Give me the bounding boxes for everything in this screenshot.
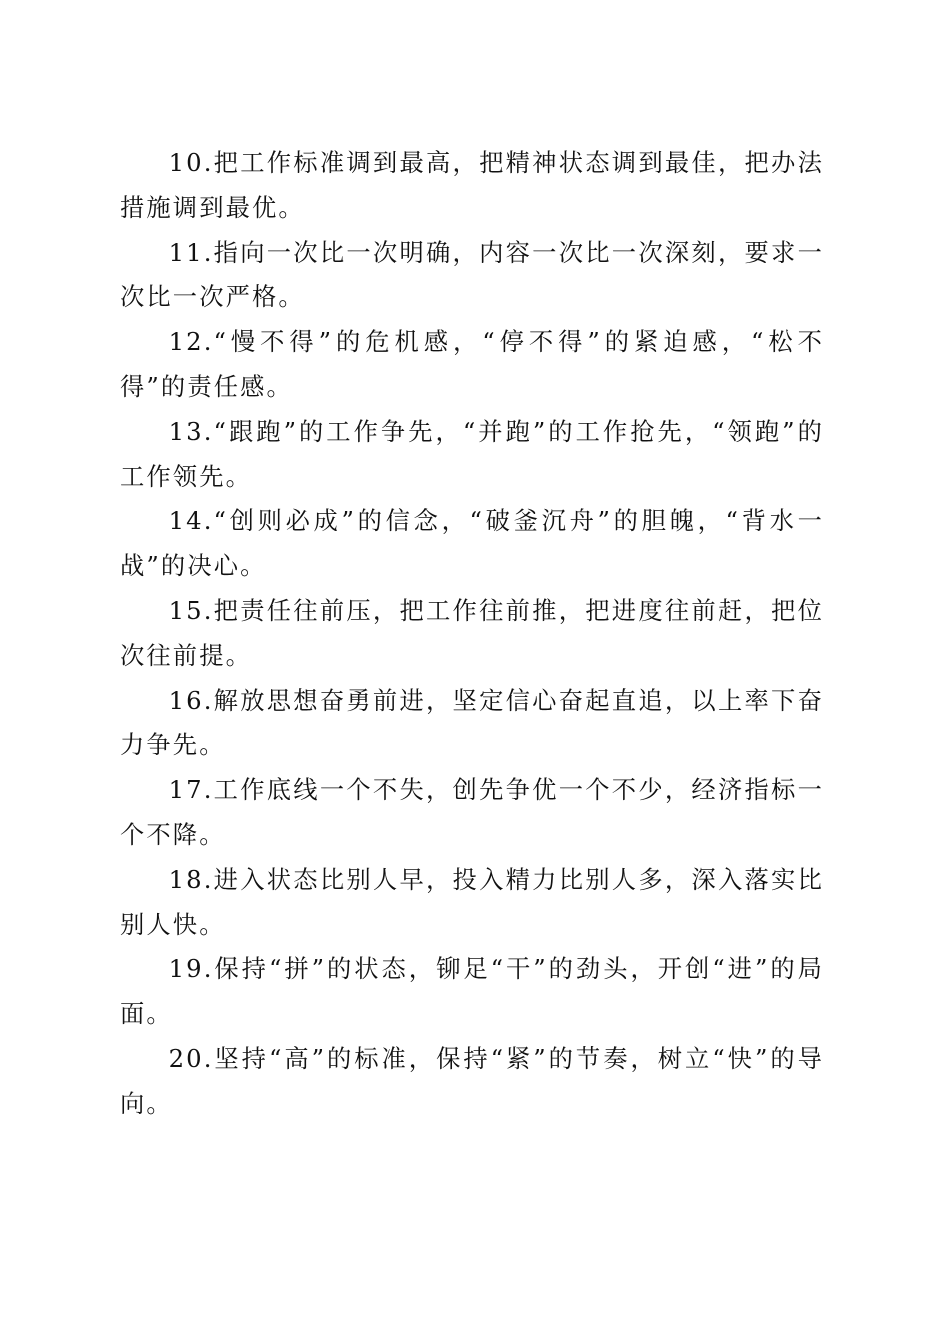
paragraph-20: 20.坚持“高”的标准，保持“紧”的节奏，树立“快”的导向。 bbox=[120, 1043, 824, 1118]
document-body bbox=[120, 141, 824, 1127]
paragraph-12: 12.“慢不得”的危机感，“停不得”的紧迫感，“松不得”的责任感。 bbox=[120, 327, 824, 401]
paragraph-16: 16.解放思想奋勇前进，坚定信心奋起直追，以上率下奋力争先。 bbox=[120, 685, 824, 760]
paragraph-15: 15.把责任往前压，把工作往前推，把进度往前赶，把位次往前提。 bbox=[120, 595, 824, 670]
paragraph-19: 19.保持“拼”的状态，铆足“干”的劲头，开创“进”的局面。 bbox=[120, 954, 824, 1029]
paragraph-18: 18.进入状态比别人早，投入精力比别人多，深入落实比别人快。 bbox=[120, 864, 824, 939]
paragraph-13: 13.“跟跑”的工作争先，“并跑”的工作抢先，“领跑”的工作领先。 bbox=[120, 416, 824, 491]
paragraph-17: 17.工作底线一个不失，创先争优一个不少，经济指标一个不降。 bbox=[120, 775, 824, 849]
paragraph-14: 14.“创则必成”的信念，“破釜沉舟”的胆魄，“背水一战”的决心。 bbox=[120, 506, 824, 581]
paragraph-11: 11.指向一次比一次明确，内容一次比一次深刻，要求一次比一次严格。 bbox=[120, 237, 824, 312]
paragraph-10: 10.把工作标准调到最高，把精神状态调到最佳，把办法措施调到最优。 bbox=[120, 148, 824, 222]
